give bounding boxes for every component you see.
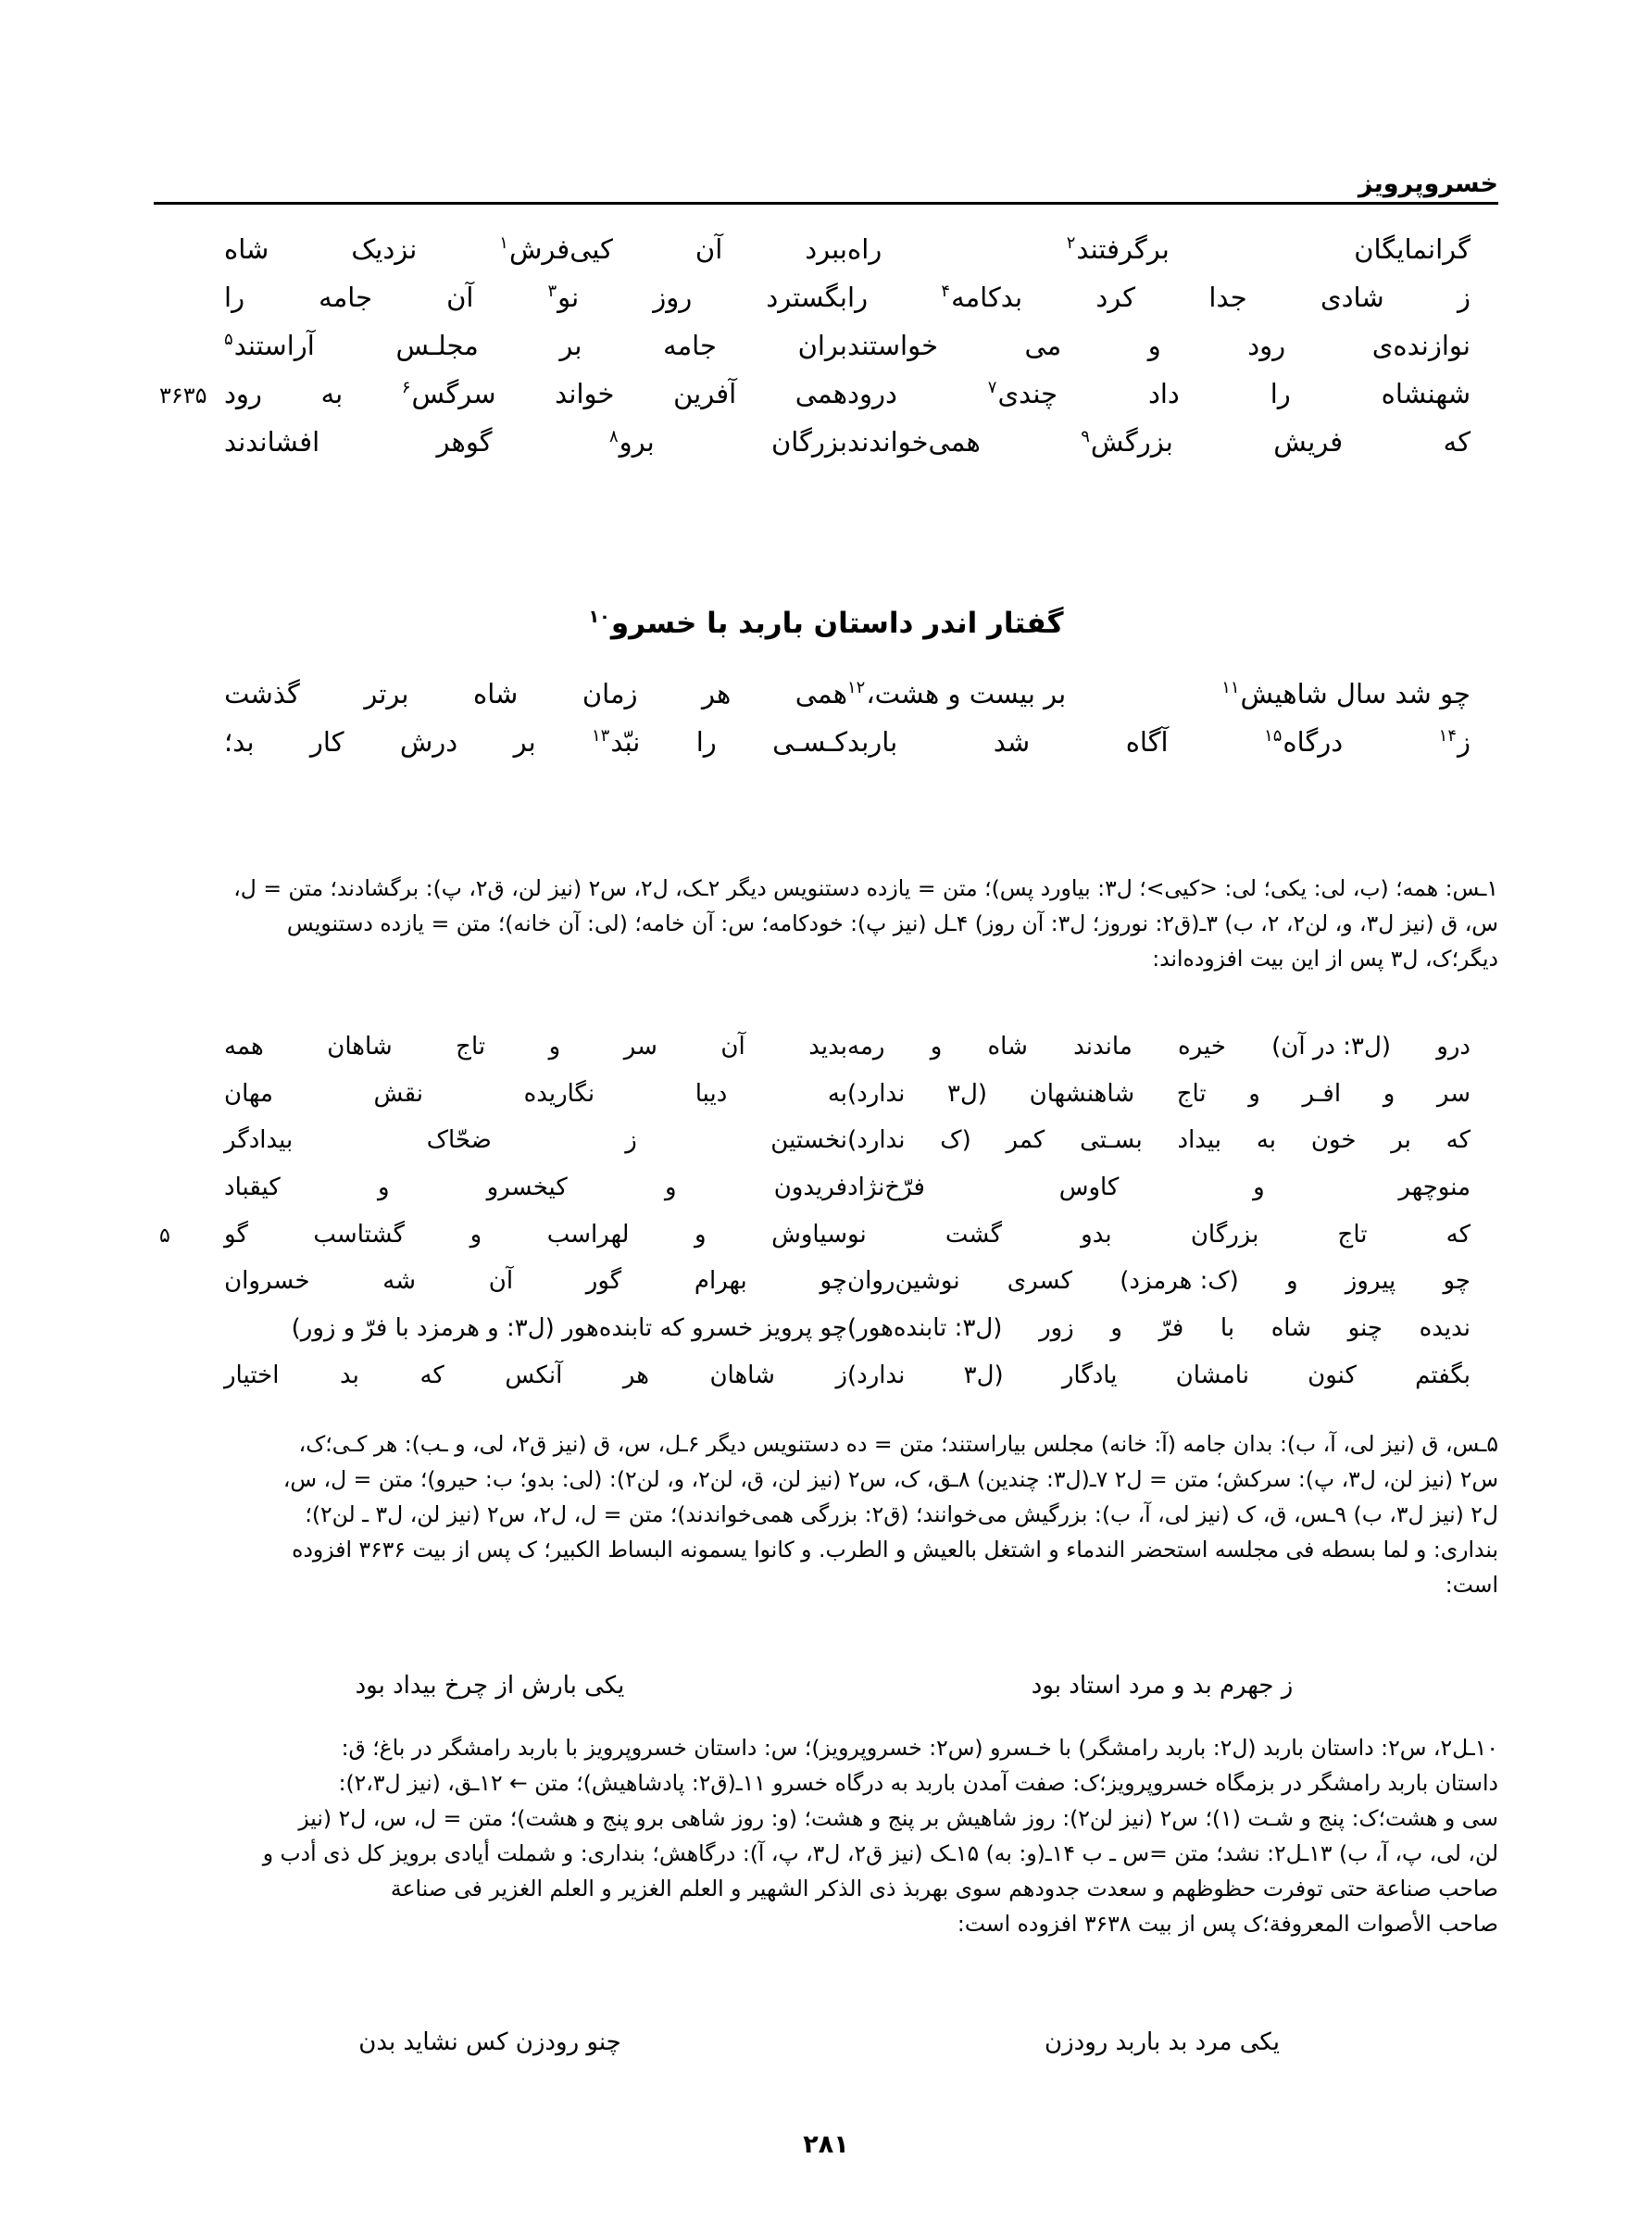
verse-word: و: [377, 1173, 390, 1202]
verse-word: (ل۳: تابنده‌هور): [847, 1314, 1003, 1343]
verse-word: برو$^۸$: [608, 426, 655, 458]
verse-word: بزرگان: [1190, 1220, 1259, 1249]
apparatus-line: است:: [1445, 1572, 1498, 1599]
verse-word: شاهان: [709, 1361, 775, 1389]
apparatus-notes-1: [154, 871, 1498, 976]
verse-block-main: [154, 230, 1498, 471]
verse-word: کسری: [1007, 1267, 1073, 1296]
hemistich-second: [847, 278, 1498, 317]
hemistich-first: [196, 374, 847, 413]
hemistich-first: [196, 1030, 847, 1065]
verse-word: نبّد$^{۱۳}$: [592, 726, 641, 759]
verse-word: فریدون: [773, 1173, 847, 1202]
verse-word: خیره: [1178, 1033, 1226, 1061]
verse-word: داد: [1147, 378, 1180, 410]
verse-word: و: [1110, 1314, 1122, 1343]
apparatus-line: ۱۰ـل۲، س۲: داستان باربد (ل۲: باربد رامشگر) با خـسرو (س۲: خسروپرویز)؛ س: داستان خسروپرویز با باربد رامشگر در باغ؛ ق:: [341, 1735, 1498, 1761]
apparatus-notes-2: [154, 1426, 1498, 1602]
verse-word: بد؛: [224, 726, 255, 759]
verse-word: آفرین: [673, 378, 737, 410]
verse-word: گشت: [945, 1220, 1002, 1249]
verse-word: منوچهر: [1398, 1173, 1471, 1202]
verse-word: کیخسرو: [486, 1173, 568, 1202]
footnote-marker: ۱۳: [592, 726, 610, 747]
section-heading: [0, 607, 1652, 640]
footnote-marker: ۱۴: [1438, 726, 1457, 747]
couplet-row: [154, 674, 1498, 713]
footnote-marker: ۱۵: [1264, 726, 1283, 747]
hemistich-second: [847, 674, 1498, 713]
verse-word: نقش: [373, 1079, 424, 1108]
hemistich-first: [196, 422, 847, 461]
verse-word: شاه: [987, 1033, 1028, 1061]
verse-word: و: [930, 1033, 943, 1061]
verse-word: دیبا: [695, 1079, 728, 1108]
verse-word: کرد: [1095, 282, 1136, 314]
verse-word: باربد: [847, 726, 898, 759]
apparatus-line: صاحب الأصوات المعروفة؛ک پس از بیت ۳۶۳۸ افزوده است:: [957, 1911, 1498, 1938]
verse-word: بگفتم: [1415, 1361, 1471, 1389]
verse-word: زمان: [582, 678, 638, 709]
verse-word: و: [1383, 1079, 1395, 1108]
verse-word: تاج: [1337, 1220, 1368, 1249]
verse-word: کار: [309, 726, 344, 759]
hemistich-second: [847, 1077, 1498, 1112]
verse-word: شه: [382, 1267, 417, 1296]
verse-word: زور: [1039, 1314, 1074, 1343]
verse-word: چندی$^۷$: [987, 378, 1058, 410]
verse-word: بران: [797, 330, 847, 362]
apparatus-line: داستان باربد رامشگر در بزمگاه خسروپرویز؛ک: صفت آمدن باربد به درگاه خسرو ۱۱ـ(ق۲: پادشاهیش)؛ متن ← ۱۲ـق، (نیز ل۲،۳):: [338, 1770, 1498, 1797]
verse-word: ببرد: [805, 233, 847, 265]
verse-word: ز: [625, 1126, 637, 1155]
verse-word: رمه: [847, 1033, 885, 1061]
verse-word: درش: [399, 726, 458, 759]
hemistich-first: [196, 1218, 847, 1253]
hemistich-first: [196, 278, 847, 317]
verse-word: شاهنشهان: [1029, 1079, 1135, 1108]
footnote-marker: ۴: [941, 282, 951, 302]
verse-word: را: [224, 282, 245, 314]
verse-word: آن: [720, 1033, 745, 1061]
verse-word: شاه: [1270, 1314, 1312, 1343]
verse-word: کمر: [1006, 1126, 1045, 1155]
running-head: [154, 156, 1498, 205]
footnote-marker: ۵: [224, 330, 233, 350]
verse-word: چو: [820, 1267, 847, 1296]
inset-couplet-1-first: ز جهرم بد و مرد استاد بود: [1031, 1672, 1294, 1700]
couplet-row: [154, 422, 1498, 461]
verse-word: همی: [795, 378, 847, 410]
verse-word: خواند: [555, 378, 615, 410]
inset-couplet-2-first: یکی مرد بد باربد رودزن: [1045, 2028, 1280, 2056]
verse-word: خواستند: [847, 330, 939, 362]
verse-word: که: [1446, 1126, 1471, 1155]
verse-word: ندارد): [847, 1361, 906, 1389]
variant-verse-number: ۵: [159, 1224, 170, 1248]
hemistich-second: [847, 722, 1498, 761]
verse-word: سر: [623, 1033, 657, 1061]
hemistich-first: [196, 1077, 847, 1112]
hemistich-first: [196, 1264, 847, 1299]
verse-word: تاج: [1176, 1079, 1207, 1108]
couplet-row: [154, 230, 1498, 269]
verse-word: چو شد سال شاهیش$^{۱۱}$: [1221, 678, 1471, 709]
verse-word: به: [320, 378, 344, 410]
hemistich-second: [847, 1312, 1498, 1347]
verse-word: همی‌خواندند: [847, 426, 981, 458]
variant-couplet-row: [154, 1312, 1498, 1347]
verse-word: بیدادگر: [224, 1126, 294, 1155]
verse-word: درو: [1436, 1033, 1471, 1061]
verse-word: نوازنده‌ی: [1371, 330, 1471, 362]
hemistich-first: [196, 230, 847, 269]
verse-word: درود: [847, 378, 897, 410]
hemistich-first: [196, 674, 847, 713]
verse-word: ندارد): [847, 1126, 906, 1155]
folio-number: ۲۸۱: [803, 2130, 849, 2159]
verse-word: و: [1147, 330, 1161, 362]
verse-block-secondary: [154, 674, 1498, 771]
verse-word: سر: [1436, 1079, 1471, 1108]
footnote-marker: ۱: [499, 233, 508, 254]
verse-word: جدا: [1208, 282, 1247, 314]
section-heading-text: گفتار اندر داستان باربد با خسرو: [610, 607, 1064, 640]
verse-word: و: [695, 1220, 707, 1249]
couplet-row: [154, 278, 1498, 317]
verse-word: چو: [1443, 1267, 1471, 1296]
apparatus-line: صاحب صناعة حتی توفرت حظوظهم و سعدت جدودهم سوی بهربذ ذی الذکر الشهیر و العلم الغزیر و العلم الغزیر فی صناعة: [390, 1876, 1498, 1902]
hemistich-second: [847, 326, 1498, 365]
verse-word: شادی: [1320, 282, 1384, 314]
hemistich-second: [847, 374, 1498, 413]
verse-word: ندارد): [847, 1079, 906, 1108]
verse-word: درگاه$^{۱۵}$: [1264, 726, 1344, 759]
verse-word: شاه: [473, 678, 519, 709]
apparatus-line: دیگر؛ک، ل۳ پس از این بیت افزوده‌اند:: [1152, 946, 1498, 973]
variant-couplet-row: [154, 1077, 1498, 1112]
verse-word: آگاه: [1125, 726, 1169, 759]
apparatus-line: ۵ـس، ق (نیز لی، آ، ب): بدان جامه (آ: خانه) مجلس بیاراستند؛ متن = ده دستنویس دیگر ۶ـل، س، ق (نیز ق۲، لی، و ـب): هر کـی؛ک،: [298, 1431, 1498, 1457]
verse-word: ضحّاک: [426, 1126, 492, 1155]
verse-word: (ل۳: در آن): [1271, 1033, 1392, 1061]
inset-couplet-2-second: چنو رودزن کس نشاید بدن: [358, 2028, 621, 2056]
verse-word: برتر: [364, 678, 409, 709]
verse-word: آراستند$^۵$: [224, 330, 315, 362]
verse-word: شاه: [224, 233, 269, 265]
verse-word: (ک: هرمزد): [1120, 1267, 1239, 1296]
verse-word: آن: [488, 1267, 514, 1296]
verse-word: نو: [847, 1220, 867, 1249]
verse-word: گوهر: [436, 426, 493, 458]
verse-word: روز: [653, 282, 693, 314]
apparatus-line: لن، لی، پ، آ، ب) ۱۳ـل۲: نشد؛ متن =س ـ ب ۱۴ـ(و: به) ۱۵ـک (نیز ق۲، ل۳، پ، آ): درگاهش؛ بنداری: و شملت أیادی برویز کل ذی أدب و: [262, 1840, 1498, 1867]
verse-word: که: [419, 1361, 444, 1389]
verse-word: (ک: [940, 1126, 971, 1155]
verse-word: ز$^{۱۴}$: [1438, 726, 1471, 759]
verse-word: چنو: [1347, 1314, 1383, 1343]
verse-word: راه: [847, 233, 882, 265]
verse-word: ز: [835, 1361, 847, 1389]
hemistich-second: [847, 230, 1498, 269]
verse-word: گرانمایگان: [1354, 233, 1471, 265]
verse-word: همی: [795, 678, 847, 709]
verse-word: بر بیست و هشت،$^{۱۲}$: [847, 678, 1067, 709]
verse-word: فرّخ‌نژاد: [847, 1173, 925, 1202]
verse-word: آنکس: [505, 1361, 563, 1389]
footnote-marker: ۲: [1066, 233, 1076, 254]
couplet-row: [154, 374, 1498, 413]
apparatus-line: ۱ـس: همه؛ (ب، لی: یکی؛ لی: <کیی>؛ ل۳: بیاورد پس)؛ متن = یازده دستنویس دیگر ۲ـک، ل۲، س۲ (نیز لن، ق۲، پ): برگشادند؛ متن = ل،: [233, 875, 1498, 901]
verse-word: کاوس: [1058, 1173, 1120, 1202]
running-head-title: خسروپرویز: [1358, 169, 1498, 198]
verse-word: بدکامه$^۴$: [941, 282, 1023, 314]
couplet-row: [154, 722, 1498, 761]
verse-word: گشتاسب: [313, 1220, 406, 1249]
verse-word: گو: [224, 1220, 248, 1249]
verse-word: که: [1446, 1220, 1471, 1249]
verse-word: گذشت: [224, 678, 300, 709]
verse-word: نو$^۳$: [547, 282, 580, 314]
section-heading-marker: ۱۰: [588, 605, 610, 627]
verse-word: بزرگان: [770, 426, 847, 458]
verse-word: لهراسب: [546, 1220, 630, 1249]
verse-word: بزرگش$^۹$: [1081, 426, 1173, 458]
hemistich-first: [196, 1123, 847, 1159]
apparatus-line: ل۲ (نیز ل۳، ب) ۹ـس، ق، ک (نیز لی، آ، ب): بزرگیش می‌خوانند؛ (ق۲: بزرگی همی‌خواندند)؛ متن = ل، ل۲، س۲ (نیز لن، ل۳ ـ لن۲)؛: [305, 1501, 1498, 1528]
verse-word: کیقباد: [224, 1173, 281, 1202]
verse-word: سرگس$^۶$: [401, 378, 496, 410]
verse-word: و: [1285, 1267, 1298, 1296]
verse-word: (ل۳: [947, 1079, 988, 1108]
hemistich-first: [196, 1171, 847, 1206]
verse-word: را: [1270, 378, 1291, 410]
verse-word: هر: [622, 1361, 649, 1389]
verse-word: ماندند: [1073, 1033, 1133, 1061]
verse-word: نامشان: [1175, 1361, 1249, 1389]
footnote-marker: ۹: [1081, 426, 1090, 446]
verse-word: خسروان: [224, 1267, 310, 1296]
verse-word: بر: [559, 330, 582, 362]
verse-word: برگرفتند$^۲$: [1066, 233, 1170, 265]
inset-couplet-1-second: یکی بارش از چرخ بیداد بود: [355, 1672, 625, 1700]
hemistich-first: [196, 722, 847, 761]
verse-word: فریش: [1273, 426, 1344, 458]
verse-word: بر: [1391, 1126, 1411, 1155]
verse-word: نوشین‌روان: [847, 1267, 960, 1296]
variant-couplet-row: [154, 1171, 1498, 1206]
verse-word: یادگار: [1061, 1361, 1118, 1389]
verse-word: بدو: [1081, 1220, 1112, 1249]
hemistich-second: [847, 1359, 1498, 1394]
hemistich-second: [847, 422, 1498, 461]
apparatus-notes-3: [154, 1730, 1498, 1941]
verse-word: کنون: [1308, 1361, 1357, 1389]
verse-word: بهرام: [694, 1267, 747, 1296]
verse-word: افـر: [1302, 1079, 1342, 1108]
verse-word: بیداد: [1177, 1126, 1222, 1155]
hemistich-first: [196, 1312, 847, 1347]
verse-word: به: [1256, 1126, 1277, 1155]
hemistich-second: [847, 1218, 1498, 1253]
verse-word: و: [548, 1033, 561, 1061]
verse-word: بد: [340, 1361, 359, 1389]
verse-word: و: [664, 1173, 677, 1202]
inset-couplet-1: [154, 1672, 1498, 1700]
verse-word: جامه: [319, 282, 373, 314]
verse-word: را: [695, 726, 717, 759]
verse-word: و: [1248, 1079, 1260, 1108]
verse-word: آن: [695, 233, 723, 265]
variant-couplet-row: [154, 1359, 1498, 1394]
verse-word: افشاندند: [224, 426, 320, 458]
verse-word: چو پرویز خسرو که تابنده‌هور (ل۳: و هرمزد با فرّ و زور): [291, 1314, 847, 1343]
verse-word: نخستین: [770, 1126, 847, 1155]
variant-verse-block: [154, 1030, 1498, 1406]
verse-word: می: [1024, 330, 1062, 362]
verse-word: هر: [701, 678, 732, 709]
verse-word: شاهان: [327, 1033, 393, 1061]
verse-word: پیروز: [1345, 1267, 1396, 1296]
verse-word: که: [1443, 426, 1471, 458]
verse-word: کیی‌فرش$^۱$: [499, 233, 613, 265]
verse-word: بر: [513, 726, 536, 759]
footnote-marker: ۷: [987, 378, 997, 398]
verse-word: اختیار: [224, 1361, 280, 1389]
footnote-marker: ۶: [401, 378, 411, 398]
verse-word: جامه: [663, 330, 717, 362]
verse-word: نزدیک: [351, 233, 418, 265]
hemistich-second: [847, 1171, 1498, 1206]
hemistich-first: [196, 326, 847, 365]
footnote-marker: ۱۱: [1221, 678, 1240, 698]
verse-word: آن: [446, 282, 474, 314]
verse-word: مجلـس: [395, 330, 479, 362]
verse-word: تاج: [456, 1033, 486, 1061]
apparatus-line: س، ق (نیز ل۳، و، لن۲، ۲، ب) ۳ـ(ق۲: نوروز؛ ل۳: آن روز) ۴ـل (نیز پ): خودکامه؛ س: آن خامه؛ (لی: آن خانه)؛ متن = یازده دستنویس: [286, 910, 1498, 937]
verse-word: سیاوش: [771, 1220, 847, 1249]
verse-word: کـسـی: [772, 726, 847, 759]
verse-word: رود: [1247, 330, 1286, 362]
variant-couplet-row: [154, 1218, 1498, 1253]
apparatus-line: بنداری: و لما بسطه فی مجلسه استحضر الندماء و اشتغل بالعیش و الطرب. و کانوا یسمونه البساط الکبیر؛ ک پس از بیت ۳۶۳۶ افزوده: [292, 1537, 1498, 1563]
verse-word: همه: [224, 1033, 264, 1061]
hemistich-second: [847, 1264, 1498, 1299]
verse-word: را: [847, 282, 869, 314]
couplet-row: [154, 326, 1498, 365]
variant-couplet-row: [154, 1264, 1498, 1299]
footnote-marker: ۳: [547, 282, 557, 302]
apparatus-line: سی و هشت؛ک: پنج و شـت (۱)؛ س۲ (نیز لن۲): روز شاهیش بر پنج و هشت؛ (و: روز شاهی برو پنج و هشت)؛ متن = ل، س، ل۲ (نیز: [298, 1805, 1498, 1832]
verse-word: بگسترد: [766, 282, 847, 314]
verse-word: فرّ: [1158, 1314, 1184, 1343]
verse-word: بدید: [808, 1033, 847, 1061]
apparatus-line: س۲ (نیز لن، ل۳، پ): سرکش؛ متن = ل۲ ۷ـ(ل۳: چندین) ۸ـق، ک، س۲ (نیز لن، ق، لن۲، و، لن۲): (لی: بدو؛ ب: حیرو)؛ متن = ل، س،: [282, 1466, 1498, 1493]
hemistich-second: [847, 1030, 1498, 1065]
verse-word: شهنشاه: [1381, 378, 1471, 410]
footnote-marker: ۸: [608, 426, 619, 446]
variant-couplet-row: [154, 1123, 1498, 1159]
verse-word: و: [1253, 1173, 1265, 1202]
verse-word: و: [469, 1220, 482, 1249]
verse-word: نگاریده: [523, 1079, 595, 1108]
verse-word: مهان: [224, 1079, 273, 1108]
verse-word: گور: [585, 1267, 622, 1296]
hemistich-first: [196, 1359, 847, 1394]
verse-word: ز: [1457, 282, 1471, 314]
verse-word: به: [827, 1079, 847, 1108]
hemistich-second: [847, 1123, 1498, 1159]
verse-word: شد: [993, 726, 1031, 759]
verse-word: (ل۳: [963, 1361, 1004, 1389]
verse-word: رود: [224, 378, 262, 410]
verse-word: با: [1220, 1314, 1235, 1343]
verse-word: خون: [1310, 1126, 1357, 1155]
variant-couplet-row: [154, 1030, 1498, 1065]
verse-word: بسـتی: [1080, 1126, 1143, 1155]
verse-word: ندیده: [1419, 1314, 1471, 1343]
verse-number: ۳۶۳۵: [159, 383, 207, 409]
footnote-marker: ۱۲: [847, 678, 866, 698]
inset-couplet-2: [154, 2028, 1498, 2056]
